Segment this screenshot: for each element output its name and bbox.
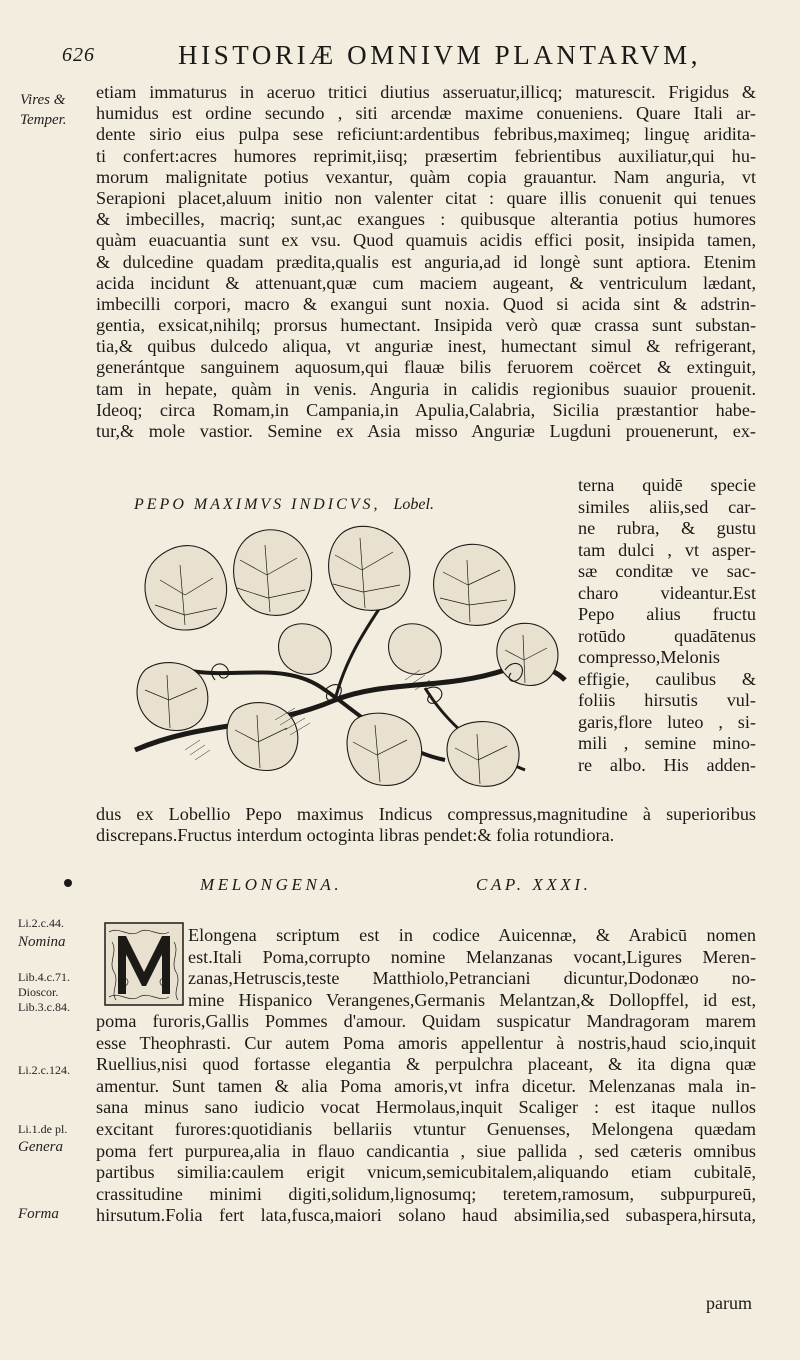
figure-caption-title: PEPO MAXIMVS INDICVS, xyxy=(134,496,381,513)
text-line: zanas,Hetruscis,teste Matthiolo,Petranciani dicuntur,Dodonæo no- xyxy=(188,968,756,989)
text-block-c xyxy=(96,1011,756,1227)
text-line: compresso,Melonis xyxy=(578,647,720,667)
text-line: tam in hepate, quàm in venis. Anguria in calidis regionibus suauior prouenit. xyxy=(96,378,756,399)
text-line: ti confert:acres humores reprimit,iisq; præsertim febrientibus auxiliatur,qui hu- xyxy=(96,145,756,166)
text-line: generántque sanguinem aquosum,qui flauæ bilis feruorem coërcet & extinguit, xyxy=(96,357,756,378)
text-line: & imbecilles, macriq; sunt,ac exangues : quibusque alterantia potius humores xyxy=(96,209,756,230)
text-line: morum malignitate potius vexantur, quàm copia grauantur. Nam anguria, vt xyxy=(96,166,756,187)
margin-note-temper: Temper. xyxy=(20,112,67,128)
text-line: quàm euacuantia sunt ex vsu. Quod quamuis acidis effici posit, insipida tamen, xyxy=(96,230,756,251)
margin-ref: Dioscor. xyxy=(18,985,59,999)
text-line: discrepans.Fructus interdum octoginta libras pendet:& folia rotundiora. xyxy=(96,825,615,846)
text-line: tur,& mole vastior. Semine ex Asia misso Anguriæ Lugduni prouenerunt, ex- xyxy=(96,421,756,441)
text-line: Ideoq; circa Romam,in Campania,in Apulia,Calabria, Sicilia præstantior habe- xyxy=(96,399,756,420)
text-line: & dulcedine quadam prædita,qualis est anguria,ad id longè sunt aptiora. Etenim xyxy=(96,251,756,272)
wrap-text-column xyxy=(578,475,756,776)
text-line: Serapioni placet,aluum initio non valenter citat : quare illis conuenit qui tenues xyxy=(96,187,756,208)
text-line: gentia, exsicat,nihilq; prorsus humectant. Insipida verò quæ crassa sunt substan- xyxy=(96,315,756,336)
text-line: garis,flore luteo , si- xyxy=(578,711,756,732)
text-line: tia,& quibus dulcedo aliqua, vt anguriæ inest, humectant simul & refrigerant, xyxy=(96,336,756,357)
text-line: Pepo alius fructu xyxy=(578,604,756,624)
text-line: amentur. Sunt tamen & alia Poma amoris,vt infra dicetur. Melenzanas mala in- xyxy=(96,1075,756,1096)
text-line: sæ conditæ ve sac- xyxy=(578,561,756,581)
margin-note-genera: Genera xyxy=(18,1139,63,1155)
text-after-figure xyxy=(96,804,756,846)
page-number: 626 xyxy=(62,44,95,66)
text-line: partibus similia:caulem erigit vnicum,semicubitalem,aliquando etiam cubitalē, xyxy=(96,1162,756,1183)
figure-caption xyxy=(134,496,434,514)
text-block-a xyxy=(96,82,756,442)
text-line: est.Itali Poma,corrupto nomine Melanzanas vocant,Ligures Meren- xyxy=(188,946,756,967)
text-line: Elongena scriptum est in codice Auicennæ, & Arabicū nomen xyxy=(188,925,756,945)
margin-note-forma: Forma xyxy=(18,1206,59,1222)
text-line: acida incidunt & attenuant,quæ cum maciem augeant, & ventriculum lædant, xyxy=(96,272,756,293)
text-line: crassitudine minimi digiti,solidum,lignosumq; teretem,ramosum, subpurpureū, xyxy=(96,1183,756,1204)
text-line: hirsutum.Folia fert lata,fusca,maiori solano haud absimilia,sed subaspera,hirsuta, xyxy=(96,1205,756,1226)
chapter-number: CAP. XXXI. xyxy=(476,875,592,894)
margin-ref: Li.2.c.124. xyxy=(18,1063,70,1077)
margin-note-nomina: Nomina xyxy=(18,934,66,950)
text-line: sana minus sano iudicio vocat Hermolaus,inquit Scaliger : est itaque nullos xyxy=(96,1097,756,1118)
text-line: dente sirio eius pulpa sese reficiunt:ardentibus febribus,maximeq; linguę aridita- xyxy=(96,124,756,145)
running-title: HISTORIÆ OMNIVM PLANTARVM, xyxy=(178,40,702,70)
margin-note-vires: Vires & xyxy=(20,92,66,108)
decorated-initial-m xyxy=(104,922,184,1006)
text-line: poma furoris,Gallis Pommes d'amour. Quidam suspicatur Mandragoram marem xyxy=(96,1011,756,1031)
text-line: Ruellius,nisi quod fortasse elegantia & perpulchra placeant, & ita digna quæ xyxy=(96,1054,756,1075)
text-line: ne rubra, & gustu xyxy=(578,518,756,538)
text-block-b xyxy=(188,925,756,1011)
bullet-mark xyxy=(64,879,72,887)
margin-ref: Li.2.c.44. xyxy=(18,916,64,930)
catchword: parum xyxy=(706,1293,752,1313)
text-line: tam dulci , vt asper- xyxy=(578,539,756,560)
text-line: rotūdo quadātenus xyxy=(578,625,756,646)
figure-caption-author: Lobel. xyxy=(393,496,434,513)
margin-ref: Lib.4.c.71. xyxy=(18,970,70,984)
text-line: effigie, caulibus & xyxy=(578,668,756,689)
text-line: foliis hirsutis vul- xyxy=(578,690,756,710)
chapter-heading xyxy=(200,875,592,895)
text-line: re albo. His adden- xyxy=(578,754,756,775)
text-line: charo videantur.Est xyxy=(578,582,756,603)
chapter-title: MELONGENA. xyxy=(200,875,343,894)
margin-ref: Lib.3.c.84. xyxy=(18,1000,70,1014)
text-line: esse Theophrasti. Cur autem Poma amoris appellentur à nostris,haud scio,inquit xyxy=(96,1032,756,1053)
text-line: similes aliis,sed car- xyxy=(578,496,756,517)
margin-ref: Li.1.de pl. xyxy=(18,1122,68,1136)
text-line: terna quidē specie xyxy=(578,475,756,495)
text-line: imbecilli corpori, macro & exangui sunt noxia. Quod si acida sint & adstrin- xyxy=(96,293,756,314)
text-line: poma fert purpurea,alia in flauo candicantia , siue pallida , sed cæteris omnibus xyxy=(96,1140,756,1161)
text-line: mili , semine mino- xyxy=(578,733,756,753)
text-line: etiam immaturus in aceruo tritici diutius asseruatur,illicq; maturescit. Frigidus & xyxy=(96,82,756,102)
text-line: dus ex Lobellio Pepo maximus Indicus compressus,magnitudine à superioribus xyxy=(96,804,756,824)
text-line: mine Hispanico Verangenes,Germanis Melantzan,& Dollopffel, id est, xyxy=(188,989,756,1010)
text-line: humidus est ordine secundo , siti arcendæ maxime conueniens. Quare Itali ar- xyxy=(96,103,756,124)
page-header xyxy=(0,40,800,76)
text-line: excitant furores:quotidianis bellariis vtuntur Genuenses, Melongena quædam xyxy=(96,1118,756,1139)
woodcut-illustration xyxy=(125,520,570,800)
